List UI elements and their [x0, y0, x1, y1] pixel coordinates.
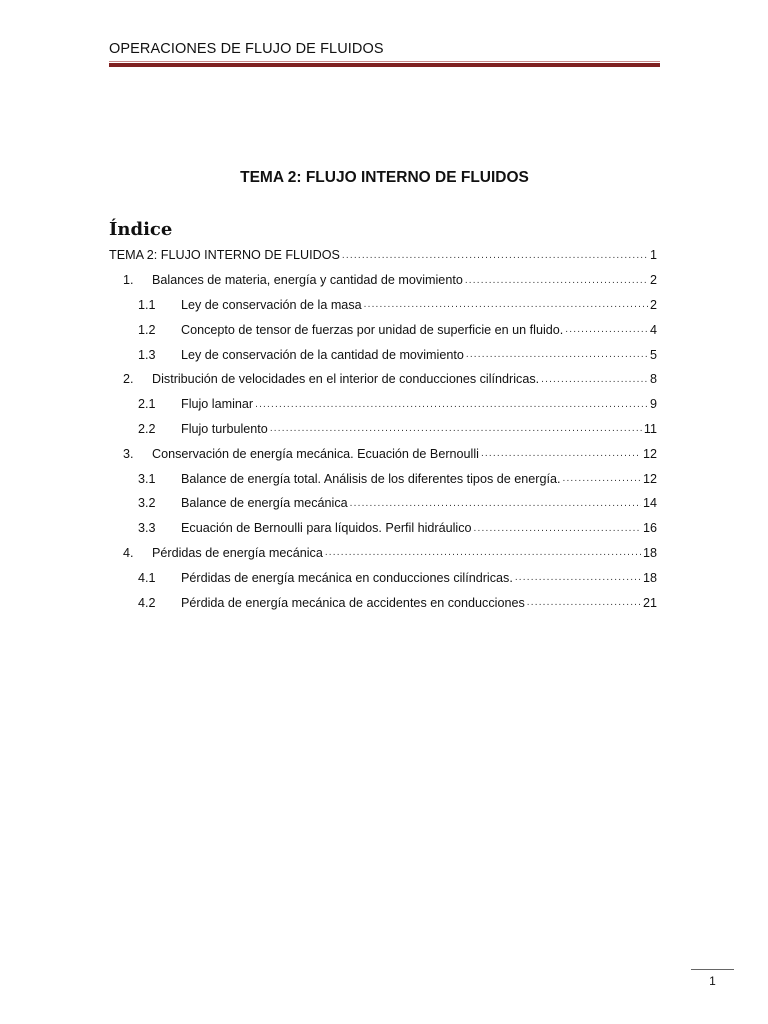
toc-entry-page: 21 [642, 595, 657, 610]
toc-entry-number: 1. [123, 273, 134, 288]
toc-entry-text: Concepto de tensor de fuerzas por unidad de superficie en un fluido. [181, 322, 564, 337]
toc-entry-text: Flujo turbulento [181, 421, 268, 436]
toc-entry[interactable] [109, 417, 657, 442]
toc-entry-number: 3. [123, 446, 134, 461]
toc-dot-leader [466, 350, 648, 367]
toc-entry-text: Pérdidas de energía mecánica [152, 545, 323, 560]
page-number: 1 [709, 974, 716, 988]
toc-entry-text: Distribución de velocidades en el interior de conducciones cilíndricas. [152, 372, 540, 387]
toc-entry[interactable] [109, 441, 657, 466]
toc-dot-leader [364, 300, 648, 317]
toc-entry-page: 12 [642, 471, 657, 486]
toc-dot-leader [474, 524, 641, 541]
toc-entry[interactable] [109, 565, 657, 590]
toc-dot-leader [465, 276, 648, 293]
toc-entry-text: Pérdidas de energía mecánica en conducciones cilíndricas. [181, 570, 513, 585]
toc-dot-leader [527, 598, 641, 615]
toc-entry[interactable] [109, 293, 657, 318]
toc-entry-page: 8 [649, 372, 657, 387]
toc-entry-text: Pérdida de energía mecánica de accidentes en conducciones [181, 595, 525, 610]
running-header-title: OPERACIONES DE FLUJO DE FLUIDOS [109, 41, 384, 57]
toc-dot-leader [270, 424, 642, 441]
toc-entry[interactable] [109, 590, 657, 615]
toc-entry-page: 5 [649, 347, 657, 362]
toc-entry[interactable] [109, 317, 657, 342]
toc-dot-leader [515, 573, 641, 590]
toc-entry-number: 2. [123, 372, 134, 387]
toc-dot-leader [350, 499, 641, 516]
toc-entry-number: 2.1 [138, 397, 156, 412]
toc-dot-leader [342, 251, 648, 268]
toc-entry-text: Balance de energía mecánica [181, 496, 348, 511]
toc-dot-leader [565, 325, 648, 342]
toc-entry-page: 11 [643, 421, 657, 436]
toc-heading: Índice [109, 219, 173, 240]
toc-entry-number: 1.1 [138, 297, 156, 312]
toc-entry-number: 1.3 [138, 347, 156, 362]
document-title: TEMA 2: FLUJO INTERNO DE FLUIDOS [240, 169, 529, 186]
toc-entry-page: 4 [649, 322, 657, 337]
toc-entry[interactable] [109, 268, 657, 293]
toc-entry[interactable] [109, 516, 657, 541]
toc-entry-text: Ley de conservación de la cantidad de movimiento [181, 347, 464, 362]
toc-entry-page: 14 [642, 496, 657, 511]
toc-entry-text: Conservación de energía mecánica. Ecuación de Bernoulli [152, 446, 479, 461]
toc-entry-page: 18 [642, 545, 657, 560]
toc-dot-leader [481, 449, 641, 466]
toc-entry-page: 16 [642, 521, 657, 536]
toc-entry[interactable] [109, 243, 657, 268]
toc-entry-number: 4. [123, 545, 134, 560]
toc-entry-page: 12 [642, 446, 657, 461]
toc-entry-number: 3.3 [138, 521, 156, 536]
toc-entry-number: 1.2 [138, 322, 156, 337]
toc-entry-number: 3.1 [138, 471, 156, 486]
toc-entry-number: 4.2 [138, 595, 156, 610]
toc-entry-page: 9 [649, 397, 657, 412]
toc-entry-text: Balance de energía total. Análisis de los diferentes tipos de energía. [181, 471, 561, 486]
toc-entry-page: 18 [642, 570, 657, 585]
toc-entry[interactable] [109, 541, 657, 566]
toc-entry-text: Balances de materia, energía y cantidad de movimiento [152, 273, 463, 288]
toc-entry[interactable] [109, 367, 657, 392]
toc-entry-text: TEMA 2: FLUJO INTERNO DE FLUIDOS [109, 248, 340, 263]
toc-entry-number: 4.1 [138, 570, 156, 585]
toc-entry-page: 1 [649, 248, 657, 263]
toc-dot-leader [562, 474, 641, 491]
toc-entry-text: Flujo laminar [181, 397, 254, 412]
toc-entry-page: 2 [649, 273, 657, 288]
toc-entry-page: 2 [649, 297, 657, 312]
header-rule [109, 63, 660, 67]
footer-rule [691, 969, 734, 970]
toc-entry-text: Ley de conservación de la masa [181, 297, 362, 312]
toc-entry-number: 2.2 [138, 421, 156, 436]
toc-entry[interactable] [109, 392, 657, 417]
toc-entry[interactable] [109, 466, 657, 491]
toc-entry-number: 3.2 [138, 496, 156, 511]
toc-entry[interactable] [109, 491, 657, 516]
toc-entry[interactable] [109, 342, 657, 367]
header-rule-thin [109, 61, 660, 62]
table-of-contents [109, 243, 657, 615]
toc-dot-leader [255, 400, 648, 417]
toc-dot-leader [325, 548, 641, 565]
toc-dot-leader [541, 375, 648, 392]
toc-entry-text: Ecuación de Bernoulli para líquidos. Perfil hidráulico [181, 521, 472, 536]
